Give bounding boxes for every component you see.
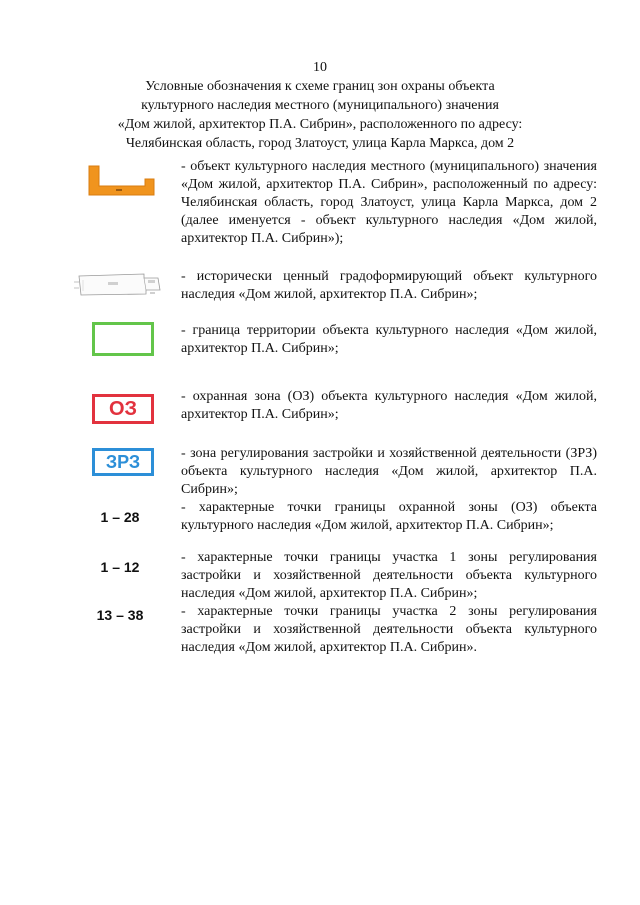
title-line-1: Условные обозначения к схеме границ зон охраны объекта: [145, 79, 495, 94]
territory-border-desc: - граница территории объекта культурного наследия «Дом жилой, архитектор П.А. Сибрин»;: [181, 323, 597, 356]
protection-zone-desc: - охранная зона (ОЗ) объекта культурного наследия «Дом жилой, архитектор П.А. Сибрин»;: [181, 389, 597, 422]
historic-object-symbol: [70, 268, 170, 307]
historic-building-icon: [70, 268, 170, 302]
title-line-2: культурного наследия местного (муниципального) значения: [141, 98, 499, 113]
heritage-footprint-icon: [70, 162, 170, 206]
title-line-4: Челябинская область, город Златоуст, улица Карла Маркса, дом 2: [125, 136, 515, 151]
historic-object-desc: - исторически ценный градоформирующий объект культурного наследия «Дом жилой, архитектор П.А. Сибрин»;: [181, 269, 597, 302]
page-number: 10: [313, 60, 327, 75]
points-zrz1-desc: - характерные точки границы участка 1 зоны регулирования застройки и хозяйственной деятельности объекта культурного наследия «Дом жилой, архитектор П.А. Сибрин»;: [181, 550, 597, 601]
points-oz-code: 1 – 28: [100, 509, 140, 525]
points-zrz2-desc: - характерные точки границы участка 2 зоны регулирования застройки и хозяйственной деятельности объекта культурного наследия «Дом жилой, архитектор П.А. Сибрин».: [181, 604, 597, 655]
title-line-3: «Дом жилой, архитектор П.А. Сибрин», расположенного по адресу:: [117, 117, 523, 132]
protection-zone-badge: ОЗ: [92, 394, 154, 424]
points-zrz1-code: 1 – 12: [100, 559, 140, 575]
points-oz-desc: - характерные точки границы охранной зоны (ОЗ) объекта культурного наследия «Дом жилой, архитектор П.А. Сибрин»;: [181, 500, 597, 533]
green-border-swatch: [92, 322, 154, 356]
regulation-zone-badge: ЗРЗ: [92, 448, 154, 476]
regulation-zone-desc: - зона регулирования застройки и хозяйственной деятельности (ЗРЗ) объекта культурного наследия «Дом жилой, архитектор П.А. Сибрин»;: [181, 446, 597, 497]
heritage-object-symbol: [70, 162, 170, 211]
points-zrz2-code: 13 – 38: [96, 607, 144, 623]
document-title: [80, 77, 560, 153]
heritage-object-desc: - объект культурного наследия местного (муниципального) значения «Дом жилой, архитектор П.А. Сибрин», расположенный по адресу: Челябинская область, город Златоуст, улица Карла Маркса, дом 2 (далее именуется - объект культурного наследия «Дом жилой, архитектор П.А. Сибрин»);: [181, 159, 597, 246]
